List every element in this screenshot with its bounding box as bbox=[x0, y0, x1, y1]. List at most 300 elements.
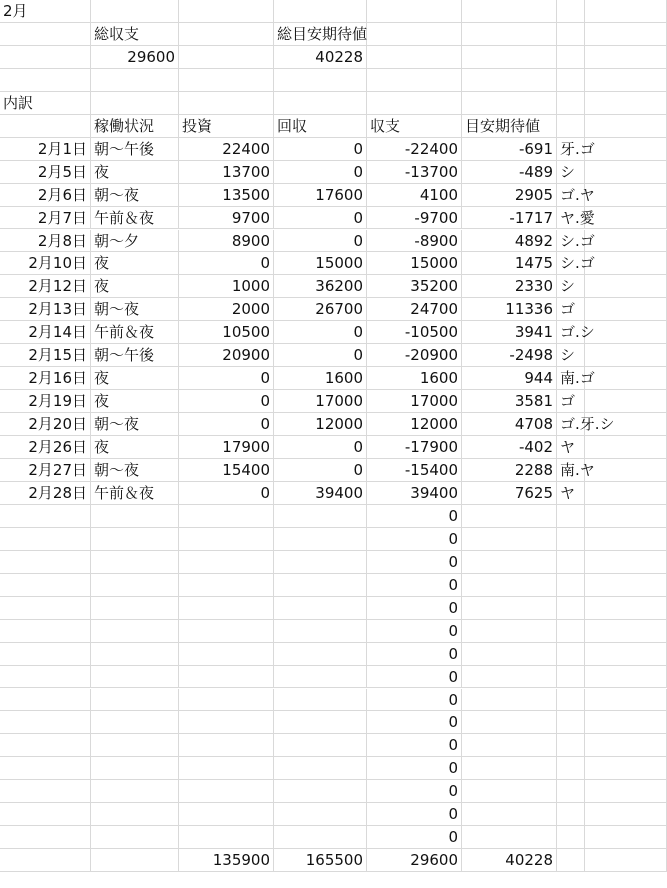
total-recover-cell[interactable]: 165500 bbox=[274, 849, 367, 872]
empty-cell[interactable] bbox=[585, 161, 667, 184]
row-notes-cell[interactable]: ゴ bbox=[557, 390, 585, 413]
empty-cell[interactable] bbox=[585, 436, 667, 459]
empty-cell[interactable] bbox=[91, 803, 179, 826]
row-status-cell[interactable]: 夜 bbox=[91, 275, 179, 298]
row-status-cell[interactable]: 午前＆夜 bbox=[91, 321, 179, 344]
empty-cell[interactable] bbox=[585, 849, 667, 872]
balance-zero-cell[interactable]: 0 bbox=[367, 574, 462, 597]
empty-cell[interactable] bbox=[557, 620, 585, 643]
total-balance-label[interactable]: 総収支 bbox=[91, 23, 179, 46]
total-balance-value[interactable]: 29600 bbox=[91, 46, 179, 69]
row-notes-cell[interactable]: 牙.ゴ bbox=[557, 138, 585, 161]
row-notes-cell[interactable]: ヤ bbox=[557, 436, 585, 459]
empty-cell[interactable] bbox=[91, 69, 179, 92]
row-balance-cell[interactable]: 1600 bbox=[367, 367, 462, 390]
row-balance-cell[interactable]: 12000 bbox=[367, 413, 462, 436]
row-invest-cell[interactable]: 13700 bbox=[179, 161, 274, 184]
row-invest-cell[interactable]: 2000 bbox=[179, 298, 274, 321]
empty-cell[interactable] bbox=[367, 92, 462, 115]
empty-cell[interactable] bbox=[179, 734, 274, 757]
row-status-cell[interactable]: 夜 bbox=[91, 252, 179, 275]
empty-cell[interactable] bbox=[557, 23, 585, 46]
empty-cell[interactable] bbox=[462, 23, 557, 46]
empty-cell[interactable] bbox=[0, 734, 91, 757]
row-status-cell[interactable]: 朝～夜 bbox=[91, 459, 179, 482]
row-date-cell[interactable]: 2月16日 bbox=[0, 367, 91, 390]
row-balance-cell[interactable]: 39400 bbox=[367, 482, 462, 505]
row-date-cell[interactable]: 2月6日 bbox=[0, 184, 91, 207]
row-status-cell[interactable]: 朝～午後 bbox=[91, 344, 179, 367]
empty-cell[interactable] bbox=[0, 711, 91, 734]
empty-cell[interactable] bbox=[585, 711, 667, 734]
row-expect-cell[interactable]: 1475 bbox=[462, 252, 557, 275]
empty-cell[interactable] bbox=[557, 92, 585, 115]
empty-cell[interactable] bbox=[462, 0, 557, 23]
row-expect-cell[interactable]: 3941 bbox=[462, 321, 557, 344]
row-expect-cell[interactable]: 2330 bbox=[462, 275, 557, 298]
empty-cell[interactable] bbox=[557, 551, 585, 574]
row-date-cell[interactable]: 2月7日 bbox=[0, 207, 91, 230]
empty-cell[interactable] bbox=[274, 757, 367, 780]
empty-cell[interactable] bbox=[179, 505, 274, 528]
row-recover-cell[interactable]: 0 bbox=[274, 321, 367, 344]
balance-zero-cell[interactable]: 0 bbox=[367, 643, 462, 666]
total-balance-cell[interactable]: 29600 bbox=[367, 849, 462, 872]
empty-cell[interactable] bbox=[179, 574, 274, 597]
empty-cell[interactable] bbox=[462, 643, 557, 666]
balance-zero-cell[interactable]: 0 bbox=[367, 780, 462, 803]
header-status[interactable]: 稼働状況 bbox=[91, 115, 179, 138]
empty-cell[interactable] bbox=[557, 115, 585, 138]
empty-cell[interactable] bbox=[274, 826, 367, 849]
empty-cell[interactable] bbox=[91, 780, 179, 803]
empty-cell[interactable] bbox=[367, 0, 462, 23]
row-status-cell[interactable]: 朝～夕 bbox=[91, 230, 179, 253]
row-invest-cell[interactable]: 1000 bbox=[179, 275, 274, 298]
empty-cell[interactable] bbox=[585, 459, 667, 482]
empty-cell[interactable] bbox=[462, 711, 557, 734]
row-balance-cell[interactable]: -10500 bbox=[367, 321, 462, 344]
row-invest-cell[interactable]: 0 bbox=[179, 252, 274, 275]
row-date-cell[interactable]: 2月28日 bbox=[0, 482, 91, 505]
empty-cell[interactable] bbox=[0, 689, 91, 712]
empty-cell[interactable] bbox=[91, 505, 179, 528]
row-balance-cell[interactable]: 4100 bbox=[367, 184, 462, 207]
row-date-cell[interactable]: 2月14日 bbox=[0, 321, 91, 344]
empty-cell[interactable] bbox=[0, 849, 91, 872]
balance-zero-cell[interactable]: 0 bbox=[367, 597, 462, 620]
empty-cell[interactable] bbox=[91, 734, 179, 757]
row-invest-cell[interactable]: 0 bbox=[179, 367, 274, 390]
row-notes-cell[interactable]: ヤ bbox=[557, 482, 585, 505]
empty-cell[interactable] bbox=[0, 551, 91, 574]
row-status-cell[interactable]: 夜 bbox=[91, 390, 179, 413]
row-invest-cell[interactable]: 15400 bbox=[179, 459, 274, 482]
empty-cell[interactable] bbox=[179, 46, 274, 69]
row-expect-cell[interactable]: 11336 bbox=[462, 298, 557, 321]
row-status-cell[interactable]: 夜 bbox=[91, 161, 179, 184]
row-notes-cell[interactable]: シ.ゴ bbox=[557, 252, 585, 275]
empty-cell[interactable] bbox=[585, 666, 667, 689]
row-date-cell[interactable]: 2月26日 bbox=[0, 436, 91, 459]
row-balance-cell[interactable]: 24700 bbox=[367, 298, 462, 321]
empty-cell[interactable] bbox=[0, 23, 91, 46]
empty-cell[interactable] bbox=[274, 643, 367, 666]
balance-zero-cell[interactable]: 0 bbox=[367, 551, 462, 574]
total-expect-value[interactable]: 40228 bbox=[274, 46, 367, 69]
empty-cell[interactable] bbox=[179, 23, 274, 46]
empty-cell[interactable] bbox=[585, 643, 667, 666]
empty-cell[interactable] bbox=[179, 803, 274, 826]
row-notes-cell[interactable]: 南.ヤ bbox=[557, 459, 585, 482]
row-balance-cell[interactable]: -20900 bbox=[367, 344, 462, 367]
empty-cell[interactable] bbox=[585, 826, 667, 849]
row-recover-cell[interactable]: 26700 bbox=[274, 298, 367, 321]
row-recover-cell[interactable]: 0 bbox=[274, 161, 367, 184]
empty-cell[interactable] bbox=[585, 551, 667, 574]
empty-cell[interactable] bbox=[585, 321, 667, 344]
empty-cell[interactable] bbox=[0, 780, 91, 803]
empty-cell[interactable] bbox=[585, 0, 667, 23]
row-invest-cell[interactable]: 13500 bbox=[179, 184, 274, 207]
balance-zero-cell[interactable]: 0 bbox=[367, 734, 462, 757]
empty-cell[interactable] bbox=[557, 528, 585, 551]
total-expect-label[interactable]: 総目安期待値 bbox=[274, 23, 367, 46]
row-balance-cell[interactable]: 17000 bbox=[367, 390, 462, 413]
empty-cell[interactable] bbox=[274, 505, 367, 528]
empty-cell[interactable] bbox=[91, 551, 179, 574]
empty-cell[interactable] bbox=[557, 849, 585, 872]
breakdown-label[interactable]: 内訳 bbox=[0, 92, 91, 115]
empty-cell[interactable] bbox=[462, 551, 557, 574]
empty-cell[interactable] bbox=[462, 69, 557, 92]
empty-cell[interactable] bbox=[91, 689, 179, 712]
row-balance-cell[interactable]: 35200 bbox=[367, 275, 462, 298]
empty-cell[interactable] bbox=[585, 230, 667, 253]
empty-cell[interactable] bbox=[557, 826, 585, 849]
row-invest-cell[interactable]: 8900 bbox=[179, 230, 274, 253]
empty-cell[interactable] bbox=[585, 23, 667, 46]
row-expect-cell[interactable]: -2498 bbox=[462, 344, 557, 367]
empty-cell[interactable] bbox=[557, 666, 585, 689]
empty-cell[interactable] bbox=[557, 69, 585, 92]
row-notes-cell[interactable]: ゴ.シ bbox=[557, 321, 585, 344]
empty-cell[interactable] bbox=[179, 643, 274, 666]
empty-cell[interactable] bbox=[585, 252, 667, 275]
empty-cell[interactable] bbox=[91, 849, 179, 872]
empty-cell[interactable] bbox=[462, 597, 557, 620]
row-date-cell[interactable]: 2月15日 bbox=[0, 344, 91, 367]
empty-cell[interactable] bbox=[557, 574, 585, 597]
empty-cell[interactable] bbox=[462, 757, 557, 780]
empty-cell[interactable] bbox=[179, 757, 274, 780]
empty-cell[interactable] bbox=[557, 803, 585, 826]
row-date-cell[interactable]: 2月13日 bbox=[0, 298, 91, 321]
empty-cell[interactable] bbox=[462, 780, 557, 803]
empty-cell[interactable] bbox=[91, 666, 179, 689]
header-invest[interactable]: 投資 bbox=[179, 115, 274, 138]
empty-cell[interactable] bbox=[179, 711, 274, 734]
empty-cell[interactable] bbox=[557, 0, 585, 23]
empty-cell[interactable] bbox=[0, 826, 91, 849]
empty-cell[interactable] bbox=[274, 528, 367, 551]
row-date-cell[interactable]: 2月10日 bbox=[0, 252, 91, 275]
empty-cell[interactable] bbox=[585, 734, 667, 757]
empty-cell[interactable] bbox=[179, 0, 274, 23]
empty-cell[interactable] bbox=[91, 643, 179, 666]
empty-cell[interactable] bbox=[585, 528, 667, 551]
row-balance-cell[interactable]: -9700 bbox=[367, 207, 462, 230]
empty-cell[interactable] bbox=[0, 620, 91, 643]
row-status-cell[interactable]: 朝～夜 bbox=[91, 413, 179, 436]
row-date-cell[interactable]: 2月1日 bbox=[0, 138, 91, 161]
empty-cell[interactable] bbox=[91, 92, 179, 115]
empty-cell[interactable] bbox=[274, 69, 367, 92]
empty-cell[interactable] bbox=[462, 620, 557, 643]
row-recover-cell[interactable]: 36200 bbox=[274, 275, 367, 298]
empty-cell[interactable] bbox=[462, 803, 557, 826]
empty-cell[interactable] bbox=[585, 505, 667, 528]
empty-cell[interactable] bbox=[274, 92, 367, 115]
header-recover[interactable]: 回収 bbox=[274, 115, 367, 138]
empty-cell[interactable] bbox=[585, 207, 667, 230]
row-invest-cell[interactable]: 17900 bbox=[179, 436, 274, 459]
row-recover-cell[interactable]: 15000 bbox=[274, 252, 367, 275]
empty-cell[interactable] bbox=[367, 69, 462, 92]
empty-cell[interactable] bbox=[585, 69, 667, 92]
row-expect-cell[interactable]: 2288 bbox=[462, 459, 557, 482]
empty-cell[interactable] bbox=[91, 757, 179, 780]
row-invest-cell[interactable]: 0 bbox=[179, 482, 274, 505]
row-notes-cell[interactable]: シ bbox=[557, 344, 585, 367]
empty-cell[interactable] bbox=[179, 551, 274, 574]
empty-cell[interactable] bbox=[367, 46, 462, 69]
empty-cell[interactable] bbox=[274, 689, 367, 712]
empty-cell[interactable] bbox=[462, 734, 557, 757]
row-notes-cell[interactable]: 南.ゴ bbox=[557, 367, 585, 390]
row-recover-cell[interactable]: 1600 bbox=[274, 367, 367, 390]
balance-zero-cell[interactable]: 0 bbox=[367, 803, 462, 826]
empty-cell[interactable] bbox=[557, 757, 585, 780]
row-balance-cell[interactable]: -22400 bbox=[367, 138, 462, 161]
row-expect-cell[interactable]: 2905 bbox=[462, 184, 557, 207]
row-invest-cell[interactable]: 0 bbox=[179, 413, 274, 436]
empty-cell[interactable] bbox=[0, 643, 91, 666]
row-balance-cell[interactable]: 15000 bbox=[367, 252, 462, 275]
empty-cell[interactable] bbox=[585, 597, 667, 620]
empty-cell[interactable] bbox=[557, 597, 585, 620]
row-expect-cell[interactable]: 7625 bbox=[462, 482, 557, 505]
empty-cell[interactable] bbox=[274, 597, 367, 620]
row-status-cell[interactable]: 朝～夜 bbox=[91, 184, 179, 207]
empty-cell[interactable] bbox=[557, 711, 585, 734]
row-date-cell[interactable]: 2月5日 bbox=[0, 161, 91, 184]
empty-cell[interactable] bbox=[585, 184, 667, 207]
row-expect-cell[interactable]: -691 bbox=[462, 138, 557, 161]
empty-cell[interactable] bbox=[274, 780, 367, 803]
row-recover-cell[interactable]: 0 bbox=[274, 207, 367, 230]
row-expect-cell[interactable]: 4708 bbox=[462, 413, 557, 436]
balance-zero-cell[interactable]: 0 bbox=[367, 505, 462, 528]
empty-cell[interactable] bbox=[585, 574, 667, 597]
empty-cell[interactable] bbox=[585, 92, 667, 115]
empty-cell[interactable] bbox=[557, 505, 585, 528]
empty-cell[interactable] bbox=[0, 69, 91, 92]
empty-cell[interactable] bbox=[367, 23, 462, 46]
row-expect-cell[interactable]: 944 bbox=[462, 367, 557, 390]
row-invest-cell[interactable]: 20900 bbox=[179, 344, 274, 367]
empty-cell[interactable] bbox=[462, 826, 557, 849]
row-balance-cell[interactable]: -15400 bbox=[367, 459, 462, 482]
empty-cell[interactable] bbox=[462, 666, 557, 689]
row-recover-cell[interactable]: 17000 bbox=[274, 390, 367, 413]
row-balance-cell[interactable]: -17900 bbox=[367, 436, 462, 459]
row-recover-cell[interactable]: 17600 bbox=[274, 184, 367, 207]
total-expect-cell[interactable]: 40228 bbox=[462, 849, 557, 872]
empty-cell[interactable] bbox=[462, 528, 557, 551]
balance-zero-cell[interactable]: 0 bbox=[367, 689, 462, 712]
empty-cell[interactable] bbox=[585, 275, 667, 298]
row-balance-cell[interactable]: -13700 bbox=[367, 161, 462, 184]
row-expect-cell[interactable]: 3581 bbox=[462, 390, 557, 413]
empty-cell[interactable] bbox=[585, 780, 667, 803]
empty-cell[interactable] bbox=[0, 115, 91, 138]
empty-cell[interactable] bbox=[557, 689, 585, 712]
row-date-cell[interactable]: 2月27日 bbox=[0, 459, 91, 482]
total-invest-cell[interactable]: 135900 bbox=[179, 849, 274, 872]
empty-cell[interactable] bbox=[585, 413, 667, 436]
empty-cell[interactable] bbox=[91, 826, 179, 849]
empty-cell[interactable] bbox=[274, 551, 367, 574]
balance-zero-cell[interactable]: 0 bbox=[367, 528, 462, 551]
row-recover-cell[interactable]: 0 bbox=[274, 436, 367, 459]
empty-cell[interactable] bbox=[585, 803, 667, 826]
empty-cell[interactable] bbox=[0, 505, 91, 528]
empty-cell[interactable] bbox=[274, 734, 367, 757]
empty-cell[interactable] bbox=[91, 620, 179, 643]
balance-zero-cell[interactable]: 0 bbox=[367, 711, 462, 734]
empty-cell[interactable] bbox=[179, 826, 274, 849]
empty-cell[interactable] bbox=[179, 597, 274, 620]
balance-zero-cell[interactable]: 0 bbox=[367, 666, 462, 689]
empty-cell[interactable] bbox=[179, 92, 274, 115]
row-invest-cell[interactable]: 10500 bbox=[179, 321, 274, 344]
empty-cell[interactable] bbox=[462, 689, 557, 712]
row-expect-cell[interactable]: -489 bbox=[462, 161, 557, 184]
empty-cell[interactable] bbox=[0, 757, 91, 780]
empty-cell[interactable] bbox=[274, 803, 367, 826]
row-date-cell[interactable]: 2月12日 bbox=[0, 275, 91, 298]
row-recover-cell[interactable]: 0 bbox=[274, 344, 367, 367]
empty-cell[interactable] bbox=[585, 689, 667, 712]
empty-cell[interactable] bbox=[91, 528, 179, 551]
row-invest-cell[interactable]: 22400 bbox=[179, 138, 274, 161]
row-recover-cell[interactable]: 0 bbox=[274, 230, 367, 253]
empty-cell[interactable] bbox=[274, 711, 367, 734]
empty-cell[interactable] bbox=[585, 390, 667, 413]
row-expect-cell[interactable]: -1717 bbox=[462, 207, 557, 230]
empty-cell[interactable] bbox=[0, 666, 91, 689]
row-recover-cell[interactable]: 0 bbox=[274, 459, 367, 482]
row-notes-cell[interactable]: シ bbox=[557, 275, 585, 298]
empty-cell[interactable] bbox=[274, 0, 367, 23]
empty-cell[interactable] bbox=[585, 298, 667, 321]
empty-cell[interactable] bbox=[179, 528, 274, 551]
empty-cell[interactable] bbox=[0, 803, 91, 826]
row-status-cell[interactable]: 夜 bbox=[91, 367, 179, 390]
empty-cell[interactable] bbox=[0, 574, 91, 597]
row-status-cell[interactable]: 夜 bbox=[91, 436, 179, 459]
empty-cell[interactable] bbox=[91, 0, 179, 23]
empty-cell[interactable] bbox=[462, 505, 557, 528]
empty-cell[interactable] bbox=[585, 482, 667, 505]
row-recover-cell[interactable]: 12000 bbox=[274, 413, 367, 436]
row-invest-cell[interactable]: 0 bbox=[179, 390, 274, 413]
month-label[interactable]: 2月 bbox=[0, 0, 91, 23]
empty-cell[interactable] bbox=[91, 711, 179, 734]
empty-cell[interactable] bbox=[274, 574, 367, 597]
balance-zero-cell[interactable]: 0 bbox=[367, 757, 462, 780]
empty-cell[interactable] bbox=[585, 757, 667, 780]
row-status-cell[interactable]: 午前＆夜 bbox=[91, 207, 179, 230]
row-notes-cell[interactable]: ゴ bbox=[557, 298, 585, 321]
row-invest-cell[interactable]: 9700 bbox=[179, 207, 274, 230]
empty-cell[interactable] bbox=[179, 69, 274, 92]
empty-cell[interactable] bbox=[179, 666, 274, 689]
empty-cell[interactable] bbox=[585, 138, 667, 161]
empty-cell[interactable] bbox=[462, 46, 557, 69]
empty-cell[interactable] bbox=[179, 780, 274, 803]
header-expect[interactable]: 目安期待値 bbox=[462, 115, 557, 138]
empty-cell[interactable] bbox=[462, 574, 557, 597]
empty-cell[interactable] bbox=[274, 620, 367, 643]
empty-cell[interactable] bbox=[585, 367, 667, 390]
empty-cell[interactable] bbox=[557, 46, 585, 69]
header-balance[interactable]: 収支 bbox=[367, 115, 462, 138]
empty-cell[interactable] bbox=[585, 620, 667, 643]
empty-cell[interactable] bbox=[274, 666, 367, 689]
empty-cell[interactable] bbox=[585, 115, 667, 138]
row-notes-cell[interactable]: シ bbox=[557, 161, 585, 184]
row-status-cell[interactable]: 朝～夜 bbox=[91, 298, 179, 321]
empty-cell[interactable] bbox=[557, 780, 585, 803]
empty-cell[interactable] bbox=[557, 734, 585, 757]
row-notes-cell[interactable]: シ.ゴ bbox=[557, 230, 585, 253]
empty-cell[interactable] bbox=[0, 46, 91, 69]
row-date-cell[interactable]: 2月8日 bbox=[0, 230, 91, 253]
balance-zero-cell[interactable]: 0 bbox=[367, 826, 462, 849]
row-date-cell[interactable]: 2月20日 bbox=[0, 413, 91, 436]
row-recover-cell[interactable]: 39400 bbox=[274, 482, 367, 505]
empty-cell[interactable] bbox=[585, 344, 667, 367]
row-recover-cell[interactable]: 0 bbox=[274, 138, 367, 161]
balance-zero-cell[interactable]: 0 bbox=[367, 620, 462, 643]
empty-cell[interactable] bbox=[462, 92, 557, 115]
row-notes-cell[interactable]: ヤ.愛 bbox=[557, 207, 585, 230]
row-status-cell[interactable]: 朝～午後 bbox=[91, 138, 179, 161]
row-status-cell[interactable]: 午前＆夜 bbox=[91, 482, 179, 505]
row-balance-cell[interactable]: -8900 bbox=[367, 230, 462, 253]
empty-cell[interactable] bbox=[0, 528, 91, 551]
empty-cell[interactable] bbox=[91, 574, 179, 597]
row-expect-cell[interactable]: -402 bbox=[462, 436, 557, 459]
row-notes-cell[interactable]: ゴ.ヤ bbox=[557, 184, 585, 207]
row-date-cell[interactable]: 2月19日 bbox=[0, 390, 91, 413]
row-notes-cell[interactable]: ゴ.牙.シ bbox=[557, 413, 585, 436]
empty-cell[interactable] bbox=[585, 46, 667, 69]
empty-cell[interactable] bbox=[557, 643, 585, 666]
empty-cell[interactable] bbox=[91, 597, 179, 620]
